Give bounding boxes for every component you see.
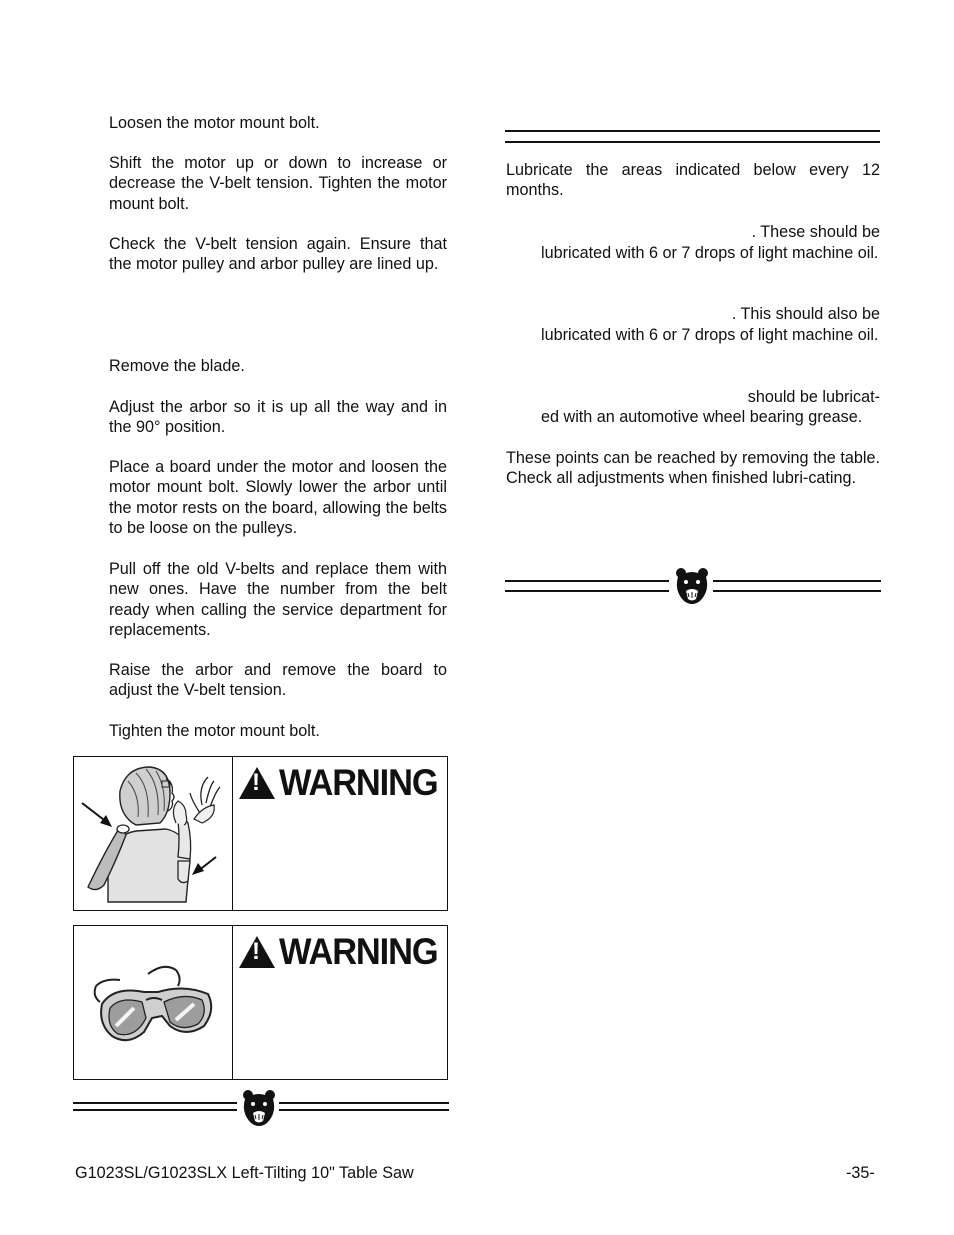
warning-box-hair <box>73 756 448 911</box>
bear-logo-icon <box>673 567 711 607</box>
warning-symbol: ! <box>252 938 260 965</box>
safety-glasses-illustration-icon <box>74 926 233 1079</box>
long-hair-sleeve-safety-illustration-icon <box>74 757 233 910</box>
warning-label: WARNING <box>279 762 438 803</box>
section-rule <box>505 130 880 132</box>
lubrication-item-lead: . These should be <box>751 223 880 241</box>
section-divider <box>73 1089 449 1129</box>
left-paragraph: Pull off the old V-belts and replace them with new ones. Have the number from the belt ready when calling the service department for replacements. <box>109 560 447 639</box>
lubrication-intro: Lubricate the areas indicated below every 12 months. <box>506 161 880 200</box>
bear-logo-icon <box>241 1089 277 1129</box>
warning-label: WARNING <box>279 931 438 972</box>
left-paragraph: Adjust the arbor so it is up all the way and in the 90° position. <box>109 398 447 437</box>
left-paragraph: Shift the motor up or down to increase or decrease the V-belt tension. Tighten the motor mount bolt. <box>109 154 447 213</box>
left-paragraph: Place a board under the motor and loosen the motor mount bolt. Slowly lower the arbor until the motor rests on the board, allowing the belts to be loose on the pulleys. <box>109 458 447 537</box>
warning-header <box>237 763 447 807</box>
lubrication-item-text: ed with an automotive wheel bearing grease. <box>541 408 863 426</box>
lubrication-item-text: lubricated with 6 or 7 drops of light machine oil. <box>541 244 879 262</box>
page-number: -35- <box>846 1164 875 1182</box>
left-paragraph: Remove the blade. <box>109 357 245 375</box>
lubrication-item-lead: should be lubricat- <box>747 388 880 406</box>
left-paragraph: Loosen the motor mount bolt. <box>109 114 320 132</box>
footer-title: G1023SL/G1023SLX Left-Tilting 10" Table Saw <box>75 1164 414 1182</box>
lubrication-closing: These points can be reached by removing the table. Check all adjustments when finished lubri-cating. <box>506 449 880 488</box>
lubrication-item-text: lubricated with 6 or 7 drops of light machine oil. <box>541 326 879 344</box>
warning-header <box>237 932 447 976</box>
section-divider <box>505 566 881 608</box>
left-paragraph: Check the V-belt tension again. Ensure that the motor pulley and arbor pulley are lined up. <box>109 235 447 274</box>
left-paragraph: Raise the arbor and remove the board to adjust the V-belt tension. <box>109 661 447 700</box>
warning-box-glasses <box>73 925 448 1080</box>
warning-symbol: ! <box>252 769 260 796</box>
lubrication-item-lead: . This should also be <box>731 305 880 323</box>
section-rule <box>505 141 880 143</box>
left-paragraph: Tighten the motor mount bolt. <box>109 722 320 740</box>
